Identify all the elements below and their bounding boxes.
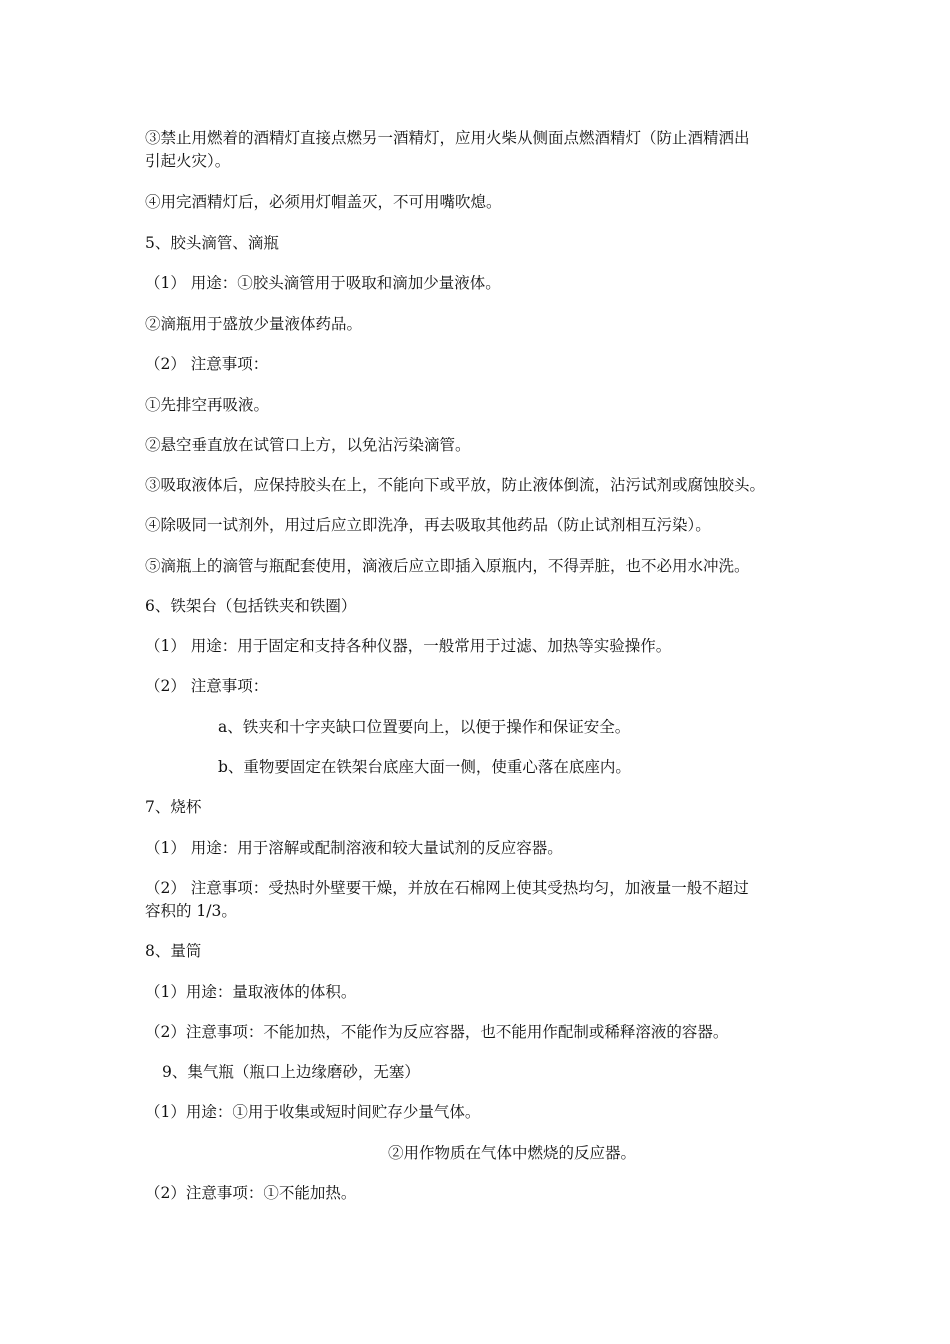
text-line: ①先排空再吸液。 [145,396,270,414]
text-line: （1） 用途：用于固定和支持各种仪器，一般常用于过滤、加热等实验操作。 [145,637,672,655]
text-line: b、重物要固定在铁架台底座大面一侧，使重心落在底座内。 [218,758,631,776]
text-line: ④除吸同一试剂外，用过后应立即洗净，再去吸取其他药品（防止试剂相互污染）。 [145,516,711,534]
text-line: ②悬空垂直放在试管口上方，以免沾污染滴管。 [145,436,471,454]
text-line: （1） 用途：用于溶解或配制溶液和较大量试剂的反应容器。 [145,839,563,857]
text-line: （1）用途：量取液体的体积。 [145,983,357,1001]
section-heading: 7、烧杯 [145,798,202,816]
text-line: a、铁夹和十字夹缺口位置要向上，以便于操作和保证安全。 [218,718,631,736]
text-line: （2）注意事项：①不能加热。 [145,1184,357,1202]
text-line: （2）注意事项：不能加热，不能作为反应容器，也不能用作配制或稀释溶液的容器。 [145,1023,729,1041]
text-line: ③吸取液体后，应保持胶头在上，不能向下或平放，防止液体倒流，沾污试剂或腐蚀胶头。 [145,476,766,494]
section-heading: 9、集气瓶（瓶口上边缘磨砂，无塞） [162,1063,420,1081]
text-line: ②滴瓶用于盛放少量液体药品。 [145,315,363,333]
text-line: 容积的 1/3。 [145,902,237,920]
section-heading: 5、胶头滴管、滴瓶 [145,234,279,252]
text-line: 引起火灾）。 [145,152,231,170]
text-line: （2） 注意事项： [145,677,269,695]
text-line: （2） 注意事项：受热时外壁要干燥，并放在石棉网上使其受热均匀，加液量一般不超过 [145,879,749,897]
text-line: ④用完酒精灯后，必须用灯帽盖灭，不可用嘴吹熄。 [145,193,502,211]
section-heading: 6、铁架台（包括铁夹和铁圈） [145,597,357,615]
text-line: ②用作物质在气体中燃烧的反应器。 [388,1144,637,1162]
text-line: （1）用途：①用于收集或短时间贮存少量气体。 [145,1103,481,1121]
text-line: （1） 用途：①胶头滴管用于吸取和滴加少量液体。 [145,274,501,292]
text-line: （2） 注意事项： [145,355,269,373]
text-line: ⑤滴瓶上的滴管与瓶配套使用，滴液后应立即插入原瓶内，不得弄脏，也不必用水冲洗。 [145,557,750,575]
section-heading: 8、量筒 [145,942,202,960]
text-line: ③禁止用燃着的酒精灯直接点燃另一酒精灯，应用火柴从侧面点燃酒精灯（防止酒精洒出 [145,129,750,147]
